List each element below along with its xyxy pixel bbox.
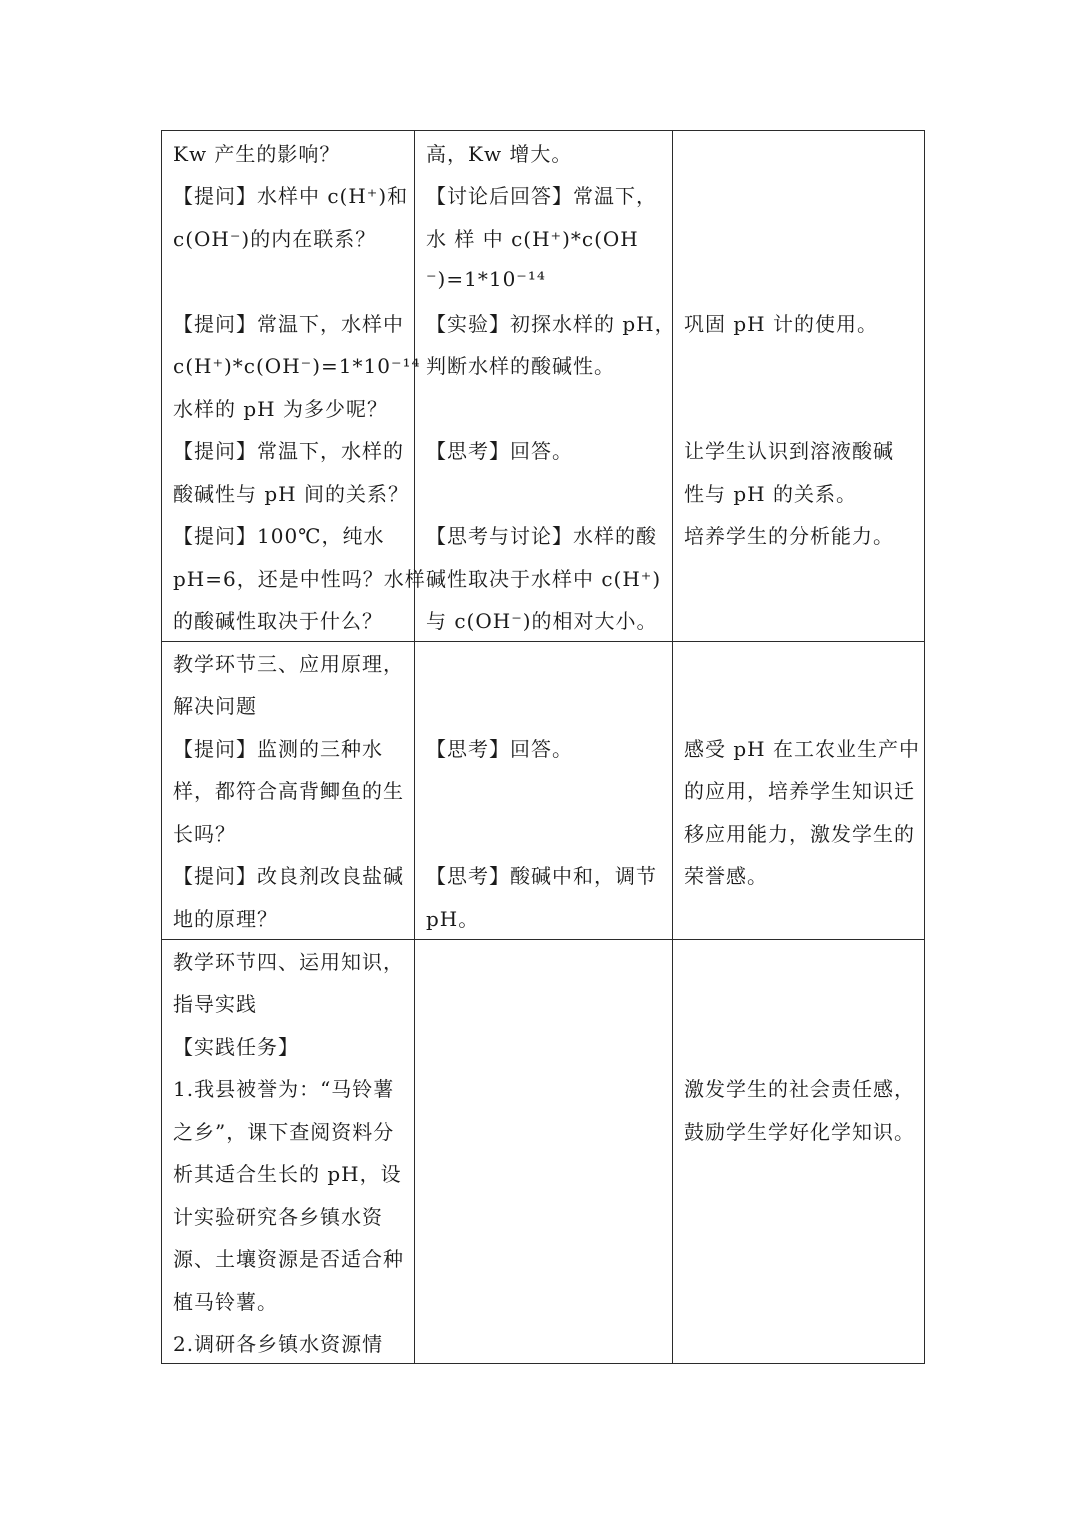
cell-line: 酸碱性与 pH 间的关系？ <box>173 482 409 506</box>
teacher-activity-cell <box>162 940 415 1364</box>
cell-line: 与 c(OH⁻)的相对大小。 <box>426 609 658 633</box>
cell-line: 判断水样的酸碱性。 <box>426 354 615 378</box>
student-activity-cell <box>415 940 673 1364</box>
lesson-plan-table <box>161 130 925 1364</box>
cell-line: 水样的 pH 为多少呢？ <box>173 397 388 421</box>
cell-line: 2.调研各乡镇水资源情 <box>173 1332 384 1356</box>
cell-line: 【提问】改良剂改良盐碱 <box>173 864 404 888</box>
cell-line: 1.我县被誉为：“马铃薯 <box>173 1077 395 1101</box>
cell-line: 水 样 中 c(H⁺)*c(OH <box>426 227 639 251</box>
cell-line: 的酸碱性取决于什么？ <box>173 609 383 633</box>
cell-line: 【提问】常温下，水样中 <box>173 312 404 336</box>
cell-line: 激发学生的社会责任感， <box>684 1077 915 1101</box>
cell-line: 【实践任务】 <box>173 1035 299 1059</box>
cell-line: 碱性取决于水样中 c(H⁺) <box>426 567 662 591</box>
teacher-activity-cell <box>162 131 426 642</box>
cell-line: 【思考与讨论】水样的酸 <box>426 524 657 548</box>
cell-line: 【思考】回答。 <box>426 737 573 761</box>
cell-line: 荣誉感。 <box>684 864 768 888</box>
cell-line: 巩固 pH 计的使用。 <box>684 312 878 336</box>
cell-line: 源、土壤资源是否适合种 <box>173 1247 404 1271</box>
cell-line: 培养学生的分析能力。 <box>684 524 894 548</box>
cell-line: Kw 产生的影响？ <box>173 142 341 166</box>
cell-line: 性与 pH 的关系。 <box>684 482 857 506</box>
student-activity-cell <box>415 131 676 642</box>
cell-line: pH=6，还是中性吗？水样 <box>173 567 426 591</box>
cell-line: 的应用，培养学生知识迁 <box>684 779 915 803</box>
student-activity-cell <box>415 642 673 940</box>
cell-line: 之乡”，课下查阅资料分 <box>173 1120 395 1144</box>
cell-line: pH。 <box>426 907 480 931</box>
cell-line: 移应用能力，激发学生的 <box>684 822 915 846</box>
table-row <box>162 131 925 642</box>
teacher-activity-cell <box>162 642 415 940</box>
cell-line: 解决问题 <box>173 694 257 718</box>
cell-line: 教学环节四、运用知识， <box>173 950 404 974</box>
cell-line: 感受 pH 在工农业生产中 <box>684 737 920 761</box>
cell-line: 【提问】常温下，水样的 <box>173 439 404 463</box>
cell-line: 【实验】初探水样的 pH， <box>426 312 676 336</box>
cell-line: 地的原理？ <box>173 907 278 931</box>
design-intent-cell <box>673 131 925 642</box>
table-row <box>162 940 925 1364</box>
cell-line: 计实验研究各乡镇水资 <box>173 1205 383 1229</box>
cell-line: c(OH⁻)的内在联系？ <box>173 227 377 251</box>
cell-line: 教学环节三、应用原理， <box>173 652 404 676</box>
design-intent-cell <box>673 642 925 940</box>
cell-line: 【提问】水样中 c(H⁺)和 <box>173 184 409 208</box>
cell-line: 【讨论后回答】常温下， <box>426 184 657 208</box>
cell-line: ⁻)=1*10⁻¹⁴ <box>426 267 546 291</box>
cell-line: 让学生认识到溶液酸碱 <box>684 439 894 463</box>
cell-line: 【思考】酸碱中和，调节 <box>426 864 657 888</box>
design-intent-cell <box>673 940 925 1364</box>
cell-line: 高，Kw 增大。 <box>426 142 573 166</box>
cell-line: 指导实践 <box>173 992 257 1016</box>
table-row <box>162 642 925 940</box>
cell-line: c(H⁺)*c(OH⁻)=1*10⁻¹⁴ <box>173 354 421 378</box>
cell-line: 【提问】监测的三种水 <box>173 737 383 761</box>
cell-line: 析其适合生长的 pH，设 <box>173 1162 402 1186</box>
cell-line: 鼓励学生学好化学知识。 <box>684 1120 915 1144</box>
cell-line: 长吗？ <box>173 822 236 846</box>
cell-line: 植马铃薯。 <box>173 1290 278 1314</box>
cell-line: 【思考】回答。 <box>426 439 573 463</box>
cell-line: 样，都符合高背鲫鱼的生 <box>173 779 404 803</box>
cell-line: 【提问】100℃，纯水 <box>173 524 385 548</box>
